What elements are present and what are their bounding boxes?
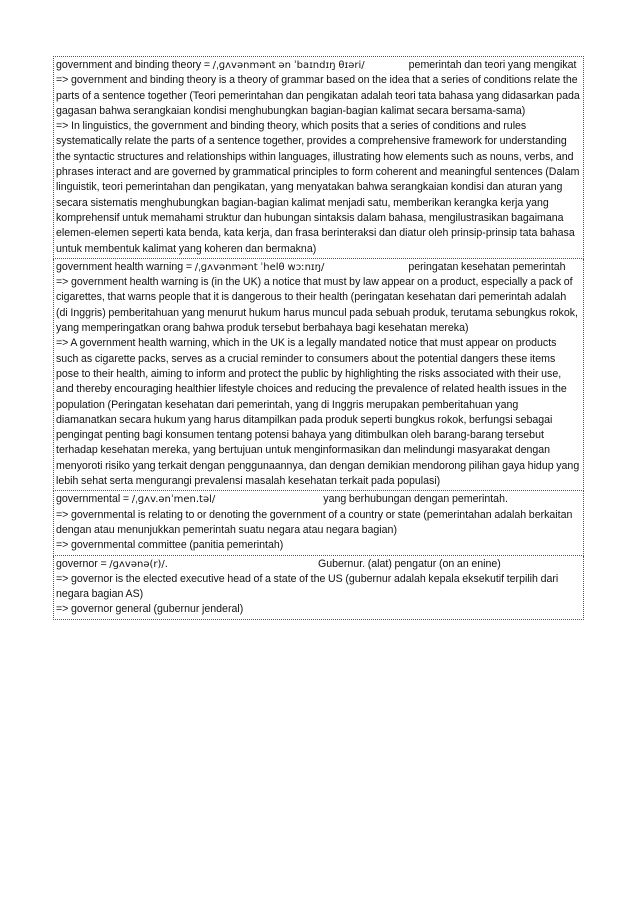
entry-definition: => governmental is relating to or denoting the government of a country or state (pemerintahan adalah berkaitan dengan atau menunjukkan pemerintah suatu negara atau negara bagian) bbox=[56, 508, 573, 536]
entry-example: => A government health warning, which in the UK is a legally mandated notice that must appear on products such as cigarette packs, serves as a crucial reminder to consumers about the potential dangers these items pose to their health, aiming to inform and protect the public by highlighting the risks associated with their use, and thereby encouraging healthier lifestyle choices and reducing the prevalence of related health issues in the population (Peringatan kesehatan dari pemerintah, yang di Inggris merupakan pemberitahuan yang diamanatkan secara hukum yang harus ditampilkan pada produk seperti bungkus rokok, berfungsi sebagai pengingat penting bagi konsumen tentang potensi bahaya yang ditimbulkan oleh barang-barang tersebut terhadap kesehatan mereka, yang bertujuan untuk menginformasikan dan melindungi masyarakat dengan menyoroti risiko yang terkait dengan penggunaannya, dan dengan demikian mendorong pilihan gaya hidup yang lebih sehat serta mengurangi prevalensi masalah kesehatan terkait pada populasi) bbox=[56, 337, 580, 488]
entry-government-and-binding-theory bbox=[53, 56, 584, 259]
entry-pronunciation: /ˌɡʌvənmənt ˈhelθ wɔːnɪŋ/ bbox=[194, 261, 325, 273]
entry-headword-line: government health warning = /ˌɡʌvənmənt ˈhelθ wɔːnɪŋ/ peringatan kesehatan pemerintah bbox=[56, 260, 566, 273]
entry-governmental bbox=[53, 491, 584, 555]
entry-pronunciation: /ɡʌvənə(r)/. bbox=[109, 558, 168, 570]
entry-headword-line: government and binding theory = /ˌɡʌvənmənt ən ˈbaɪndɪŋ θɪəri/ pemerintah dan teori yang mengikat bbox=[56, 59, 577, 71]
entry-headword-line: governmental = /ˌɡʌv.ənˈmen.təl/ yang berhubungan dengan pemerintah. bbox=[56, 493, 508, 506]
entry-definition: => government health warning is (in the UK) a notice that must by law appear on a product, especially a pack of cigarettes, that warns people that it is dangerous to their health (peringatan kesehatan dari pemerintah adalah (di Inggris) pemberitahuan yang menurut hukum harus muncul pada sebuah produk, terutama sebungkus rokok, yang memperingatkan orang bahwa produk tersebut berbahaya bagi kesehatan mereka) bbox=[56, 276, 578, 335]
entry-term: governmental bbox=[56, 493, 121, 506]
entry-example: => In linguistics, the government and binding theory, which posits that a series of conditions and rules systematically relate the parts of a sentence together, provides a comprehensive framework for understanding the syntactic structures and relationships within languages, illustrating how elements such as nouns, verbs, and phrases interact and are governed by grammatical principles to form coherent and meaningful sentences (Dalam linguistik, teori pemerintahan dan pengikatan, yang menyatakan bahwa serangkaian kondisi dan aturan yang secara sistematis menghubungkan bagian-bagian kalimat menjadi satu, memberikan kerangka kerja yang komprehensif untuk memahami struktur dan hubungan sintaksis dalam bahasa, mengilustrasikan bagaimana elemen-elemen seperti kata benda, kata kerja, dan frasa berinteraksi dan diatur oleh prinsip-prinsip tata bahasa untuk membentuk kalimat yang koheren dan bermakna) bbox=[56, 120, 580, 255]
entry-translation: peringatan kesehatan pemerintah bbox=[408, 260, 566, 273]
entry-example: => governmental committee (panitia pemerintah) bbox=[56, 539, 284, 552]
entry-government-health-warning bbox=[53, 259, 584, 491]
entry-definition: => government and binding theory is a theory of grammar based on the idea that a series of conditions relate the parts of a sentence together (Teori pemerintahan dan pengikatan adalah teori tata bahasa yang didasarkan pada gagasan bahwa serangkaian kondisi menghubungkan bagian-bagian kalimat secara bersama-sama) bbox=[56, 74, 580, 117]
entry-term: government health warning bbox=[56, 260, 184, 273]
entry-pronunciation: /ˌɡʌvənmənt ən ˈbaɪndɪŋ θɪəri/ bbox=[212, 60, 365, 71]
entry-term: governor bbox=[56, 557, 98, 570]
entry-term: government and binding theory bbox=[56, 59, 202, 71]
entry-translation: yang berhubungan dengan pemerintah. bbox=[323, 493, 508, 506]
entry-pronunciation: /ˌɡʌv.ənˈmen.təl/ bbox=[131, 494, 216, 506]
document-page bbox=[53, 56, 584, 620]
entry-translation: pemerintah dan teori yang mengikat bbox=[408, 59, 577, 71]
entry-translation: Gubernur. (alat) pengatur (on an enine) bbox=[317, 557, 501, 570]
entry-definition: => governor is the elected executive head of a state of the US (gubernur adalah kepala eksekutif terpilih dari negara bagian AS) bbox=[56, 572, 559, 601]
entry-headword-line: governor = /ɡʌvənə(r)/. Gubernur. (alat) pengatur (on an enine) bbox=[56, 557, 501, 570]
entry-example: => governor general (gubernur jenderal) bbox=[56, 603, 244, 616]
entry-governor bbox=[53, 556, 584, 620]
